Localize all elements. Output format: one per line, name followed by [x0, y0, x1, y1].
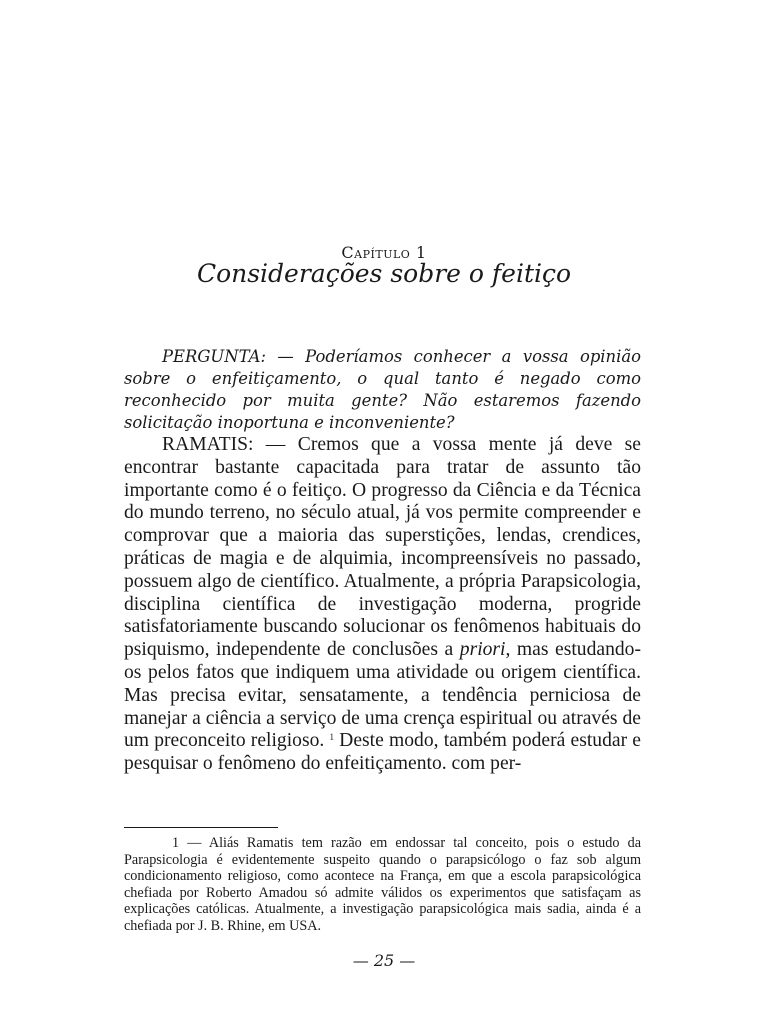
chapter-title: Considerações sobre o feitiço	[196, 259, 572, 288]
italic-word-priori: priori	[459, 639, 506, 661]
question-paragraph: PERGUNTA: — Poderíamos conhecer a vossa opinião sobre o enfeitiçamento, o qual tanto é negado como reconhecido por muita gente? Não estaremos fazendo solicitação inoportuna e inconveniente?	[124, 347, 641, 432]
answer-text-middle: , mas estudando-os pelos fatos que indiquem uma atividade ou origem científica. Mas precisa evitar, sensatamente, a tendência perniciosa de manejar a ciência a serviço de uma crença espiritual ou através de um preconceito religioso.	[124, 639, 642, 752]
body-text	[124, 346, 641, 776]
page-number: — 25 —	[352, 951, 416, 970]
answer-paragraph	[124, 434, 641, 776]
chapter-label: Capítulo 1	[341, 243, 427, 262]
footnote: 1 — Aliás Ramatis tem razão em endossar tal conceito, pois o estudo da Parapsicologia é evidentemente suspeito quando o parapsicólogo o faz sob algum condicionamento religioso, como acontece na França, em que a escola parapsicológica chefiada por Roberto Amadou só admite válidos os experimentos que satisfaçam as explicações católicas. Atualmente, a investigação parapsicológica mais sadia, ainda é a chefiada por J. B. Rhine, em USA.	[124, 835, 641, 934]
answer-text-start: RAMATIS: — Cremos que a vossa mente já deve se encontrar bastante capacitada para tratar de assunto tão importante como é o feitiço. O progresso da Ciência e da Técnica do mundo terreno, no século atual, já vos permite compreender e comprovar que a maioria das superstições, lendas, crendices, práticas de magia e de alquimia, incompreensíveis no passado, possuem algo de científico. Atualmente, a própria Parapsicologia, disciplina científica de investigação moderna, progride satisfatoriamente buscando solucionar os fenômenos habituais do psiquismo, independente de conclusões a	[124, 434, 641, 661]
footnote-marker: 1	[329, 732, 334, 743]
answer-text-end: Deste modo, também poderá estudar e pesquisar o fenômeno do enfeitiçamento. com per-	[124, 730, 641, 775]
footnote-divider	[124, 827, 278, 828]
